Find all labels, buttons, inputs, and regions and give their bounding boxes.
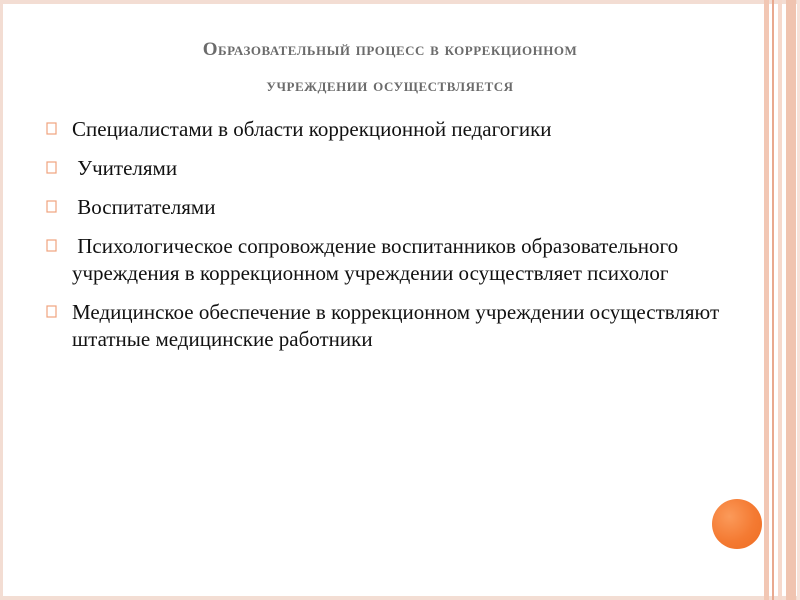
frame-left-border <box>0 0 3 600</box>
bullet-list <box>44 116 724 365</box>
hollow-square-bullet-icon <box>46 161 58 175</box>
slide-title <box>80 36 700 100</box>
bullet-text: Учителями <box>72 156 178 180</box>
decorative-stripe <box>786 0 796 600</box>
decorative-stripe <box>764 0 769 600</box>
bullet-text: Воспитателями <box>72 195 216 219</box>
hollow-square-bullet-icon <box>46 200 58 214</box>
bullet-item <box>44 194 724 221</box>
hollow-square-bullet-icon <box>46 239 58 253</box>
bullet-item <box>44 299 724 353</box>
slide-title-line-1: Образовательный процесс в коррекционном <box>202 39 578 60</box>
bullet-text: Медицинское обеспечение в коррекционном учреждении осуществляют штатные медицинские работники <box>72 300 720 351</box>
bullet-text: Психологическое сопровождение воспитанников образовательного учреждения в коррекционном учреждении осуществляет психолог <box>72 234 684 285</box>
hollow-square-bullet-icon <box>46 122 58 136</box>
frame-bottom-border <box>0 596 800 600</box>
bullet-item <box>44 116 724 143</box>
bullet-item <box>44 155 724 182</box>
bullet-text: Специалистами в области коррекционной педагогики <box>72 117 552 141</box>
slide-title-line-2: учреждении осуществляется <box>266 75 514 96</box>
bullet-item <box>44 233 724 287</box>
hollow-square-bullet-icon <box>46 305 58 319</box>
orange-circle-decoration <box>712 499 762 549</box>
decorative-stripe <box>778 0 782 600</box>
frame-top-border <box>0 0 800 4</box>
decorative-stripe <box>772 0 774 600</box>
